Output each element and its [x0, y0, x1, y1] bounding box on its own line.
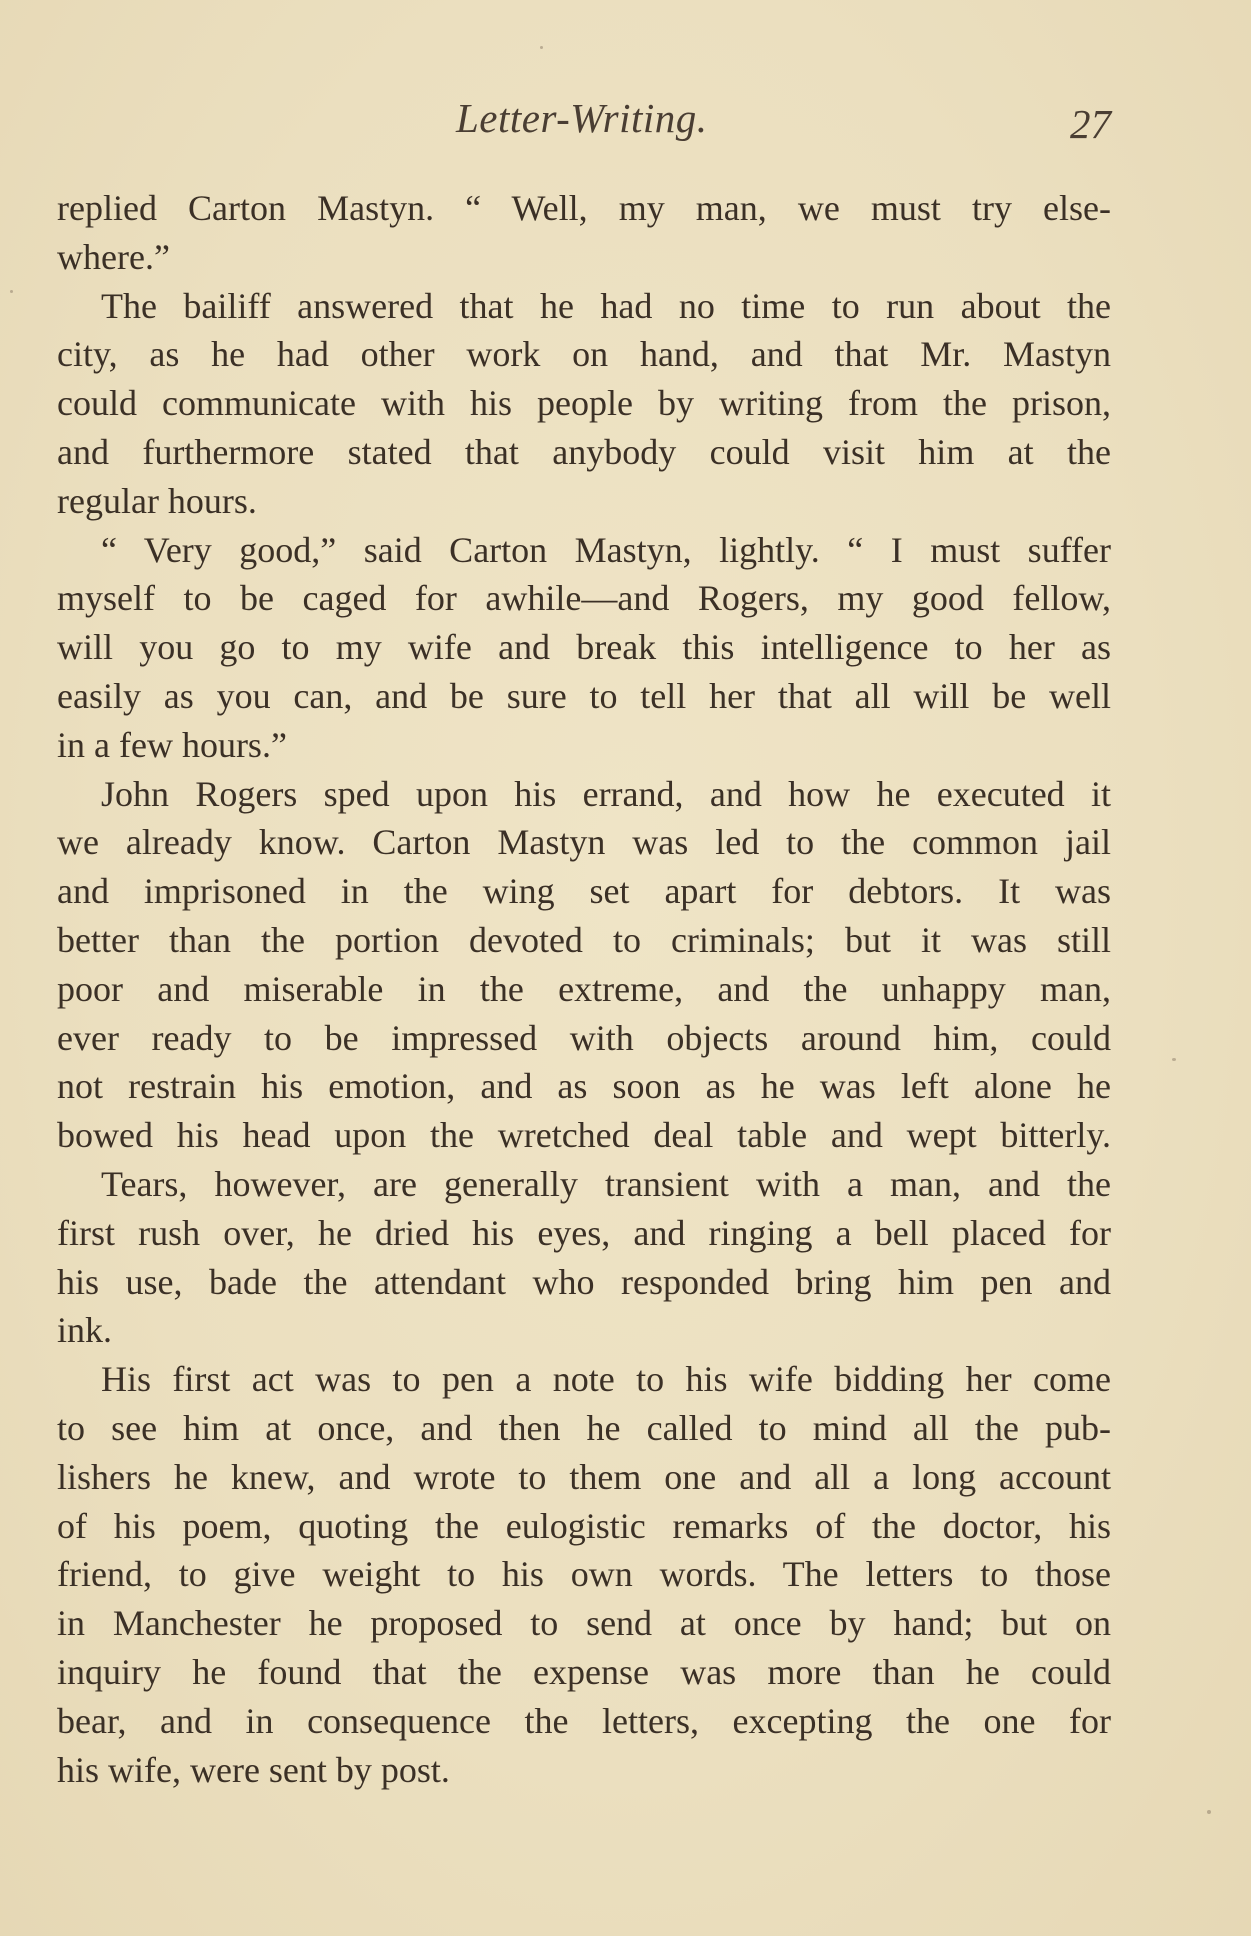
text-line: could communicate with his people by writing from the prison,: [57, 383, 1111, 424]
text-line: ever ready to be impressed with objects around him, could: [57, 1017, 1111, 1058]
text-line: and furthermore stated that anybody could visit him at the: [57, 431, 1111, 472]
running-head-title: Letter-Writing.: [456, 95, 708, 141]
text-line: will you go to my wife and break this intelligence to her as: [57, 627, 1111, 668]
text-line: friend, to give weight to his own words. The letters to those: [57, 1554, 1111, 1595]
text-line: his use, bade the attendant who responded bring him pen and: [57, 1261, 1111, 1302]
page-number: 27: [1070, 101, 1111, 147]
text-line: John Rogers sped upon his errand, and how he executed it: [101, 773, 1111, 814]
text-line: ink.: [57, 1310, 113, 1351]
text-line: “ Very good,” said Carton Mastyn, lightly. “ I must suffer: [101, 529, 1111, 570]
text-line: bear, and in consequence the letters, excepting the one for: [57, 1700, 1111, 1741]
text-line: Tears, however, are generally transient with a man, and the: [101, 1163, 1111, 1204]
text-line: myself to be caged for awhile—and Rogers, my good fellow,: [57, 578, 1111, 619]
text-line: bowed his head upon the wretched deal table and wept bitterly.: [57, 1115, 1111, 1156]
text-line: his wife, were sent by post.: [57, 1749, 450, 1790]
text-line: first rush over, he dried his eyes, and ringing a bell placed for: [57, 1212, 1111, 1253]
text-line: poor and miserable in the extreme, and the unhappy man,: [57, 968, 1111, 1009]
text-line: not restrain his emotion, and as soon as he was left alone he: [57, 1066, 1111, 1107]
text-line: and imprisoned in the wing set apart for debtors. It was: [57, 871, 1111, 912]
text-line: to see him at once, and then he called to mind all the pub-: [57, 1407, 1111, 1448]
text-line: in a few hours.”: [57, 724, 287, 765]
running-head: [0, 94, 1251, 147]
text-line: better than the portion devoted to criminals; but it was still: [57, 919, 1111, 960]
text-line: of his poem, quoting the eulogistic remarks of the doctor, his: [57, 1505, 1111, 1546]
text-line: replied Carton Mastyn. “ Well, my man, we must try else-: [57, 188, 1111, 228]
text-line: lishers he knew, and wrote to them one and all a long account: [57, 1456, 1111, 1497]
text-line: regular hours.: [57, 480, 257, 521]
paper-speck: [1172, 1058, 1176, 1061]
paper-speck: [10, 290, 13, 293]
text-line: The bailiff answered that he had no time to run about the: [101, 285, 1111, 326]
text-line: His first act was to pen a note to his wife bidding her come: [101, 1359, 1111, 1400]
text-line: easily as you can, and be sure to tell her that all will be well: [57, 675, 1111, 716]
paper-speck: [1207, 1810, 1211, 1814]
text-line: where.”: [57, 236, 170, 277]
paper-speck: [540, 46, 543, 49]
text-line: city, as he had other work on hand, and that Mr. Mastyn: [57, 334, 1111, 375]
text-line: in Manchester he proposed to send at once by hand; but on: [57, 1603, 1111, 1644]
text-line: inquiry he found that the expense was more than he could: [57, 1651, 1111, 1692]
text-line: we already know. Carton Mastyn was led to the common jail: [57, 822, 1111, 863]
body-text: [57, 184, 1111, 1794]
